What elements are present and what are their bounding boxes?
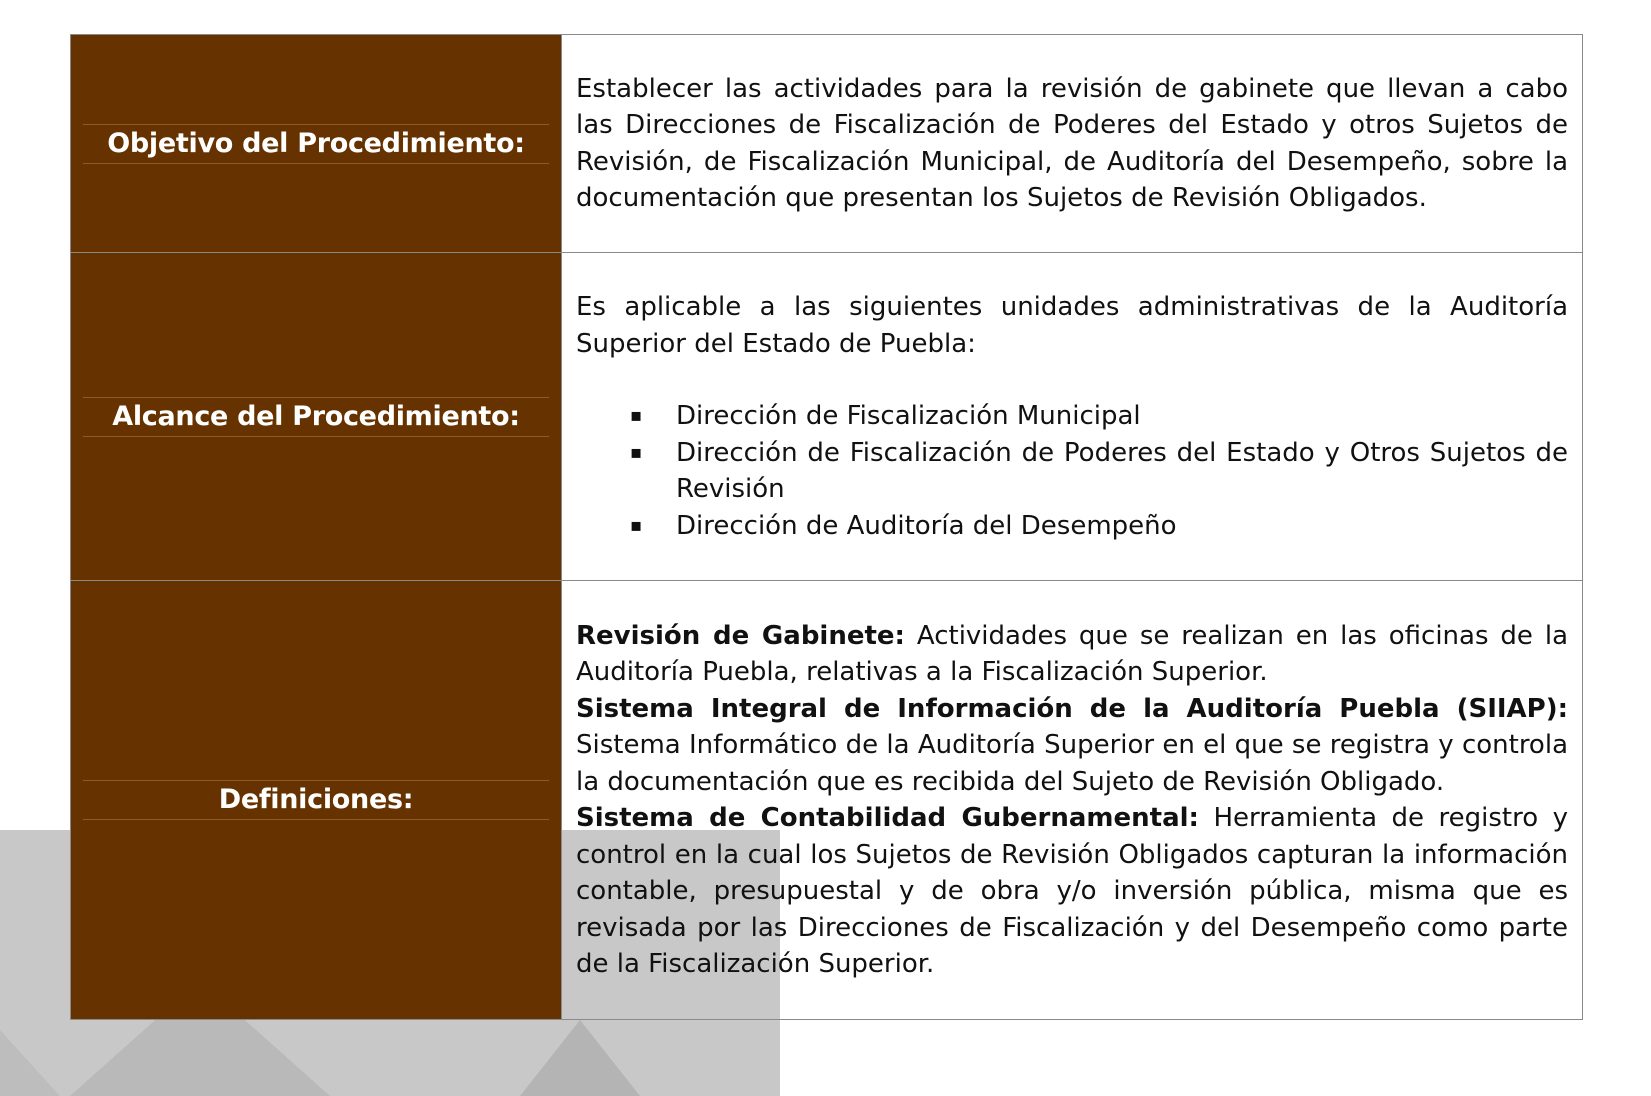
procedure-info-table (70, 34, 1583, 1020)
list-item-text: Dirección de Fiscalización de Poderes del Estado y Otros Sujetos de Revisión (676, 437, 1568, 504)
list-item (576, 398, 1568, 435)
definition-text: Herramienta de registro y control en la cual los Sujetos de Revisión Obligados capturan la información contable, presupuestal y de obra y/o inversión pública, misma que es revisada por las Direcciones de Fiscalización y del Desempeño como parte de la Fiscalización Superior. (576, 803, 1568, 979)
list-item (576, 508, 1568, 545)
objetivo-text: Establecer las actividades para la revisión de gabinete que llevan a cabo las Direcciones de Fiscalización de Poderes del Estado y otros Sujetos de Revisión, de Fiscalización Municipal, de Auditoría del Desempeño, sobre la documentación que presentan los Sujetos de Revisión Obligados. (576, 73, 1568, 213)
alcance-intro: Es aplicable a las siguientes unidades administrativas de la Auditoría Superior del Estado de Puebla: (576, 292, 1568, 359)
definition-item (576, 800, 1568, 983)
definition-text: Sistema Informático de la Auditoría Superior en el que se registra y controla la documentación que es recibida del Sujeto de Revisión Obligado. (576, 730, 1568, 797)
objetivo-label: Objetivo del Procedimiento: (83, 124, 549, 164)
definition-term: Revisión de Gabinete: (576, 620, 905, 651)
definition-text: Actividades que se realizan en las oficinas de la Auditoría Puebla, relativas a la Fiscalización Superior. (576, 620, 1569, 687)
alcance-list (576, 398, 1568, 544)
list-item-text: Dirección de Fiscalización Municipal (676, 401, 1141, 431)
list-item-text: Dirección de Auditoría del Desempeño (676, 510, 1177, 541)
alcance-label-cell (71, 253, 562, 581)
row-alcance (71, 253, 1583, 581)
bullet-square-icon: ▪ (630, 441, 643, 463)
objetivo-label-cell (71, 35, 562, 253)
list-item (576, 435, 1568, 508)
definiciones-label: Definiciones: (83, 780, 549, 820)
definiciones-content-cell (562, 581, 1583, 1020)
alcance-content-cell (562, 253, 1583, 581)
bullet-square-icon: ▪ (630, 405, 643, 426)
definition-item (576, 691, 1568, 801)
definiciones-label-cell (71, 581, 562, 1020)
definition-term: Sistema de Contabilidad Gubernamental: (576, 803, 1199, 833)
row-objetivo (71, 35, 1583, 253)
objetivo-content-cell (562, 35, 1583, 253)
alcance-label: Alcance del Procedimiento: (83, 397, 549, 437)
definition-term: Sistema Integral de Información de la Auditoría Puebla (SIIAP): (576, 693, 1568, 724)
row-definiciones (71, 581, 1583, 1020)
bullet-square-icon: ▪ (630, 514, 643, 536)
definition-item (576, 618, 1568, 691)
